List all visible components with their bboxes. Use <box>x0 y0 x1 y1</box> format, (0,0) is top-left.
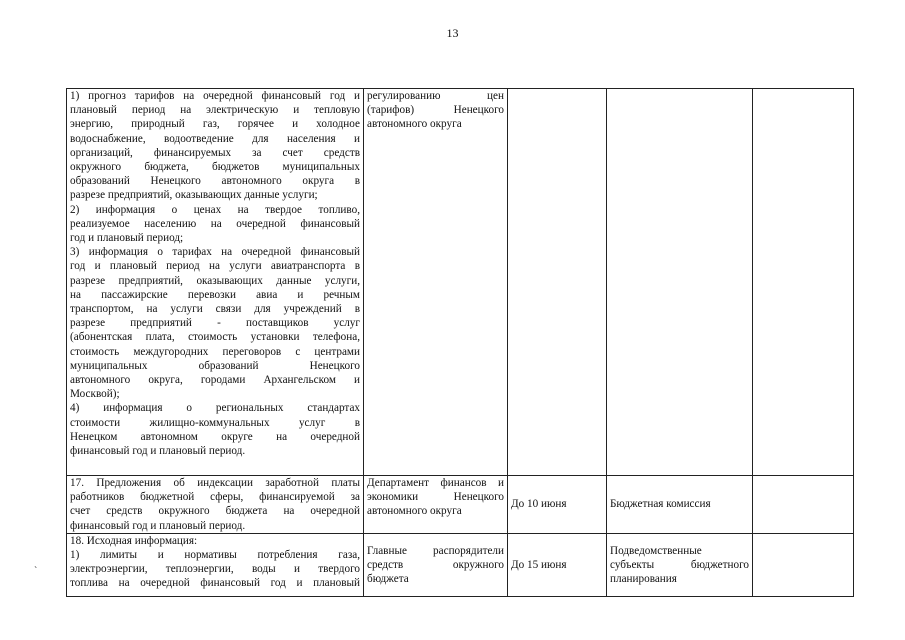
table-row <box>67 476 854 534</box>
row1-deadline <box>508 89 607 476</box>
row3-note <box>753 533 854 596</box>
row3-deadline: До 15 июня <box>508 533 607 596</box>
row2-recipient: Бюджетная комиссия <box>607 476 753 534</box>
row2-responsible: Департамент финансов и экономики Ненецкого автономного округа <box>364 476 508 534</box>
row2-description: 17. Предложения об индексации заработной платы работников бюджетной сферы, финансируемой за счет средств окружного бюджета на очередной финансовый год и плановый период. <box>67 476 364 534</box>
table-row <box>67 89 854 476</box>
row1-recipient <box>607 89 753 476</box>
row3-responsible: Главные распорядители средств окружного бюджета <box>364 533 508 596</box>
row2-deadline: До 10 июня <box>508 476 607 534</box>
row2-note <box>753 476 854 534</box>
row1-responsible: регулированию цен (тарифов) Ненецкого автономного округа <box>364 89 508 476</box>
row3-description: 18. Исходная информация: 1) лимиты и нормативы потребления газа, электроэнергии, теплоэнергии, воды и твердого топлива на очередной финансовый год и плановый <box>67 533 364 596</box>
row3-recipient: Подведомственные субъекты бюджетного планирования <box>607 533 753 596</box>
page-number: 13 <box>446 26 459 40</box>
row1-note <box>753 89 854 476</box>
schedule-table <box>66 88 854 597</box>
table-row <box>67 533 854 596</box>
stray-mark: ` <box>34 566 38 577</box>
row1-description: 1) прогноз тарифов на очередной финансовый год и плановый период на электрическую и тепловую энергию, природный газ, горячее и холодное водоснабжение, водоотведение для населения и организаций, финансируемых за счет средств окружного бюджета, бюджетов муниципальных образований Ненецкого автономного округа в разрезе предприятий, оказывающих данные услуги; 2) информация о ценах на твердое топливо, реализуемое населению на очередной финансовый год и плановый период; 3) информация о тарифах на очередной финансовый год и плановый период на услуги авиатранспорта в разрезе предприятий, оказывающих данные услуги, на пассажирские перевозки авиа и речным транспортом, на услуги связи для учреждений в разрезе предприятий - поставщиков услуг (абонентская плата, стоимость установки телефона, стоимость междугородних переговоров с центрами муниципальных образований Ненецкого автономного округа, городами Архангельском и Москвой); 4) информация о региональных стандартах стоимости жилищно-коммунальных услуг в Ненецком автономном округе на очередной финансовый год и плановый период. <box>67 89 364 476</box>
